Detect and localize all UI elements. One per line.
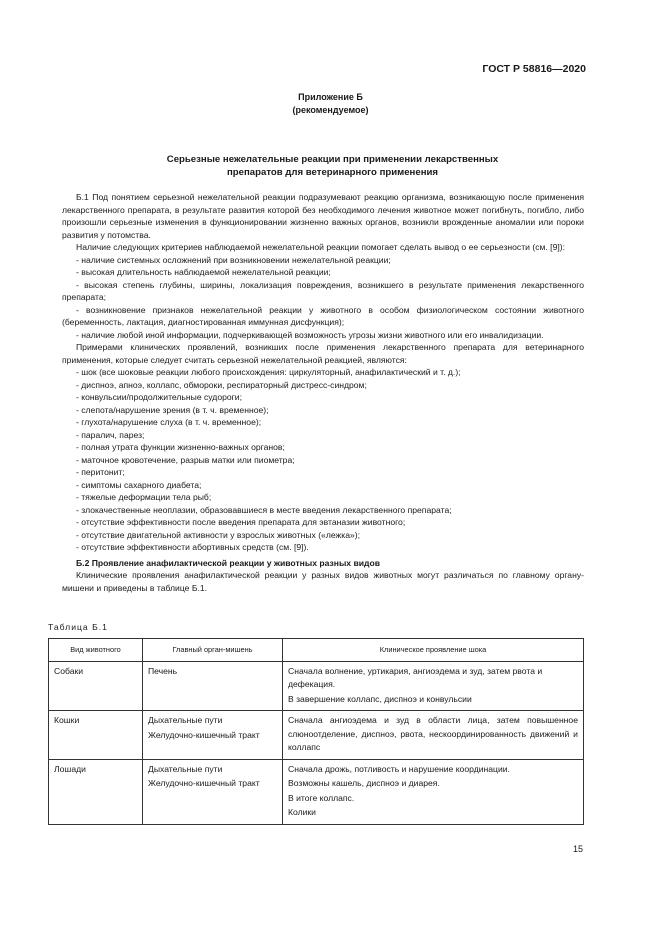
list-item: - паралич, парез;	[76, 429, 145, 440]
organ-cell	[143, 759, 283, 824]
list-item: - симптомы сахарного диабета;	[76, 479, 202, 490]
table-row	[49, 661, 584, 711]
animal-cell: Собаки	[49, 661, 143, 711]
paragraph-examples-intro: Примерами клинических проявлений, возникших после применения лекарственного препарата для ветеринарного применения, которые следует считать серьезной нежелательной реакцией, являются:	[62, 342, 584, 365]
list-item: - глухота/нарушение слуха (в т. ч. временное);	[76, 417, 262, 427]
paragraph-b1: Б.1 Под понятием серьезной нежелательной реакции подразумевают реакцию организма, возникающую после применения лекарственного препарата, в результате развития которой без необходимого лечения животное может погибнуть, погибло, либо произошли серьезные изменения в функционировании жизненно важных органов, возникли врожденные аномалии или пороки развития у потомства.	[62, 192, 584, 240]
list-item: - наличие системных осложнений при возникновении нежелательной реакции;	[76, 254, 391, 265]
list-item: - тяжелые деформации тела рыб;	[76, 492, 212, 502]
table-row	[49, 759, 584, 824]
signs-line: В итоге коллапс.	[288, 792, 355, 803]
signs-line: В завершение коллапс, диспноэ и конвульсии	[288, 693, 472, 704]
list-item: - конвульсии/продолжительные судороги;	[76, 392, 242, 402]
table-caption: Таблица Б.1	[48, 622, 108, 632]
organ-cell	[143, 711, 283, 760]
table-row	[49, 711, 584, 760]
anaphylaxis-table	[48, 638, 584, 825]
standard-number: ГОСТ Р 58816—2020	[482, 63, 586, 75]
organ-line: Дыхательные пути	[148, 763, 223, 774]
animal-cell: Лошади	[49, 759, 143, 824]
organ-line: Печень	[148, 665, 178, 676]
signs-line: Колики	[288, 807, 316, 817]
section-b2-heading: Б.2 Проявление анафилактической реакции у животных разных видов	[76, 557, 381, 568]
signs-cell	[283, 759, 584, 824]
organ-line: Желудочно-кишечный тракт	[148, 729, 260, 740]
section-title-line: препаратов для ветеринарного применения	[227, 166, 438, 178]
section-title-line: Серьезные нежелательные реакции при применении лекарственных	[166, 154, 499, 165]
column-header: Главный орган-мишень	[143, 639, 283, 662]
signs-line: Сначала ангиоэдема и зуд в области лица, затем повышенное слюноотделение, диспноэ, рвота, нескоординированность движений и коллапс	[288, 715, 578, 752]
table-header-row	[49, 639, 584, 662]
document-body	[62, 191, 584, 594]
organ-line: Дыхательные пути	[148, 715, 223, 725]
appendix-title: Приложение Б	[298, 92, 363, 102]
list-item: - полная утрата функции жизненно-важных органов;	[76, 442, 285, 452]
signs-line: Сначала дрожь, потливость и нарушение координации.	[288, 763, 510, 774]
list-item: - маточное кровотечение, разрыв матки или пиометра;	[76, 454, 295, 465]
list-item: - слепота/нарушение зрения (в т. ч. временное);	[76, 404, 269, 415]
paragraph-criteria-intro: Наличие следующих критериев наблюдаемой нежелательной реакции помогает сделать вывод о ее серьезности (см. [9]):	[76, 242, 565, 252]
signs-cell	[283, 711, 584, 760]
list-item: - высокая длительность наблюдаемой нежелательной реакции;	[76, 267, 331, 277]
appendix-subtitle: (рекомендуемое)	[292, 104, 369, 115]
list-item: - злокачественные неоплазии, образовавшиеся в месте введения лекарственного препарата;	[76, 504, 452, 515]
list-item: - высокая степень глубины, ширины, локализация повреждения, возникшего в результате применения лекарственного препарата;	[62, 279, 584, 302]
list-item: - наличие любой иной информации, подчеркивающей возможность угрозы жизни животного или его инвалидизации.	[76, 329, 544, 340]
page-number: 15	[572, 844, 583, 854]
list-item: - перитонит;	[76, 467, 125, 477]
list-item: - отсутствие эффективности после введения препарата для эвтаназии животного;	[76, 517, 406, 527]
list-item: - шок (все шоковые реакции любого происхождения: циркуляторный, анафилактический и т. д.);	[76, 367, 461, 377]
list-item: - возникновение признаков нежелательной реакции у животного в особом физиологическом состоянии животного (беременность, лактация, диагностированная иммунная дисфункция);	[62, 304, 584, 327]
signs-line: Сначала волнение, уртикария, ангиоэдема и зуд, затем рвота и дефекация.	[288, 665, 543, 689]
list-item: - диспноэ, апноэ, коллапс, обмороки, респираторный дистресс-синдром;	[76, 379, 367, 390]
organ-line: Желудочно-кишечный тракт	[148, 778, 260, 788]
column-header: Клиническое проявление шока	[283, 639, 584, 662]
column-header: Вид животного	[49, 639, 143, 662]
section-title	[80, 154, 585, 179]
paragraph-b2: Клинические проявления анафилактической реакции у разных видов животных могут различаться по главному органу-мишени и приведены в таблице Б.1.	[62, 570, 584, 593]
appendix-heading	[0, 91, 661, 116]
signs-cell	[283, 661, 584, 711]
list-item: - отсутствие двигательной активности у взрослых животных («лежка»);	[76, 529, 361, 540]
animal-cell: Кошки	[49, 711, 143, 760]
list-item: - отсутствие эффективности абортивных средств (см. [9]).	[76, 542, 309, 552]
organ-cell	[143, 661, 283, 711]
signs-line: Возможны кашель, диспноэ и диарея.	[288, 778, 440, 788]
